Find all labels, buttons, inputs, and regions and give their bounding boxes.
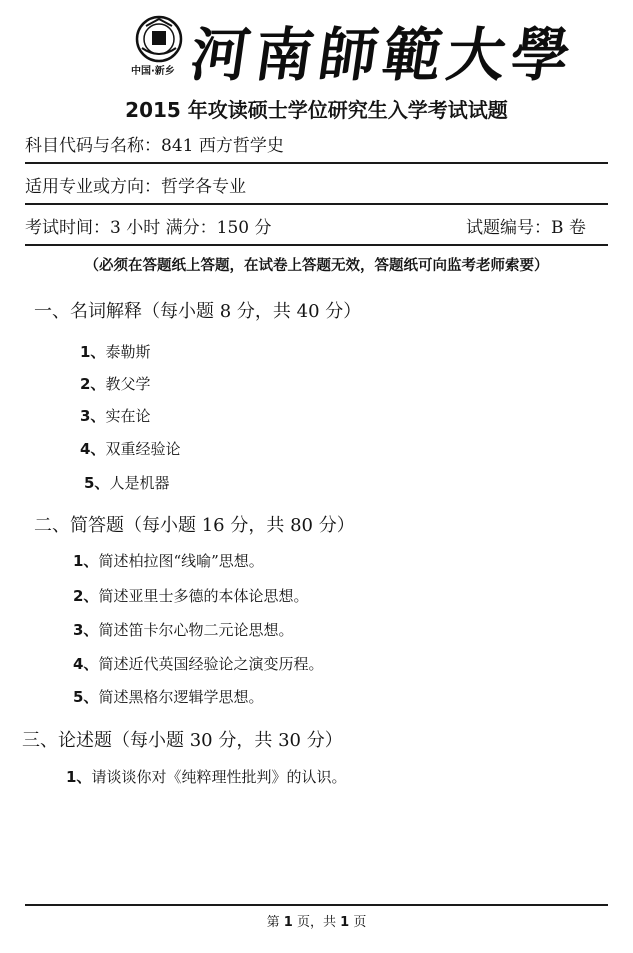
section-title: 一、名词解释（每小题 8 分，共 40 分） <box>34 301 362 322</box>
divider <box>25 162 608 164</box>
page-number <box>0 911 633 930</box>
item-number: 3、 <box>80 407 106 425</box>
answer-notice: （必须在答题纸上答题，在试卷上答题无效，答题纸可向监考老师索要） <box>84 258 549 274</box>
list-item <box>84 472 169 493</box>
exam-time-line: 考试时间：3 小时 满分：150 分 <box>25 218 272 238</box>
total-pages: 1 <box>340 915 350 930</box>
list-item <box>73 585 308 606</box>
item-number: 1、 <box>80 343 106 361</box>
list-item <box>73 619 293 640</box>
item-number: 4、 <box>73 655 99 673</box>
item-text: 教父学 <box>105 375 151 393</box>
list-item <box>73 550 264 571</box>
major-line: 适用专业或方向：哲学各专业 <box>25 177 246 197</box>
logo-caption: 中国·新乡 <box>131 66 175 77</box>
university-name: 河南師範大學 <box>186 21 581 89</box>
section-title: 二、简答题（每小题 16 分，共 80 分） <box>34 515 355 536</box>
item-number: 5、 <box>84 474 110 492</box>
item-text: 简述笛卡尔心物二元论思想。 <box>98 621 294 639</box>
item-text: 实在论 <box>105 407 151 425</box>
current-page: 1 <box>283 915 293 930</box>
item-text: 泰勒斯 <box>105 343 151 361</box>
exam-title: 2015 年攻读硕士学位研究生入学考试试题 <box>125 98 508 122</box>
item-text: 简述黑格尔逻辑学思想。 <box>98 688 264 706</box>
item-text: 双重经验论 <box>105 440 181 458</box>
list-item <box>73 686 263 707</box>
divider <box>25 203 608 205</box>
item-number: 1、 <box>66 768 92 786</box>
item-text: 简述柏拉图“线喻”思想。 <box>98 552 264 570</box>
item-text: 简述亚里士多德的本体论思想。 <box>98 587 309 605</box>
item-text: 人是机器 <box>109 474 170 492</box>
item-text: 简述近代英国经验论之演变历程。 <box>98 655 324 673</box>
paper-code: 试题编号：B 卷 <box>466 218 586 238</box>
item-number: 3、 <box>73 621 99 639</box>
footer-suffix: 页 <box>353 915 367 930</box>
item-number: 4、 <box>80 440 106 458</box>
item-number: 5、 <box>73 688 99 706</box>
list-item <box>80 405 150 426</box>
item-number: 2、 <box>73 587 99 605</box>
divider <box>25 244 608 246</box>
item-text: 请谈谈你对《纯粹理性批判》的认识。 <box>91 768 347 786</box>
list-item <box>80 373 150 394</box>
item-number: 1、 <box>73 552 99 570</box>
section-title: 三、论述题（每小题 30 分，共 30 分） <box>22 730 343 751</box>
list-item <box>66 766 346 787</box>
footer-mid: 页，共 <box>296 915 336 930</box>
subject-code-line: 科目代码与名称：841 西方哲学史 <box>25 136 284 156</box>
footer-divider <box>25 904 608 906</box>
list-item <box>80 341 150 362</box>
item-number: 2、 <box>80 375 106 393</box>
footer-prefix: 第 <box>266 915 280 930</box>
list-item <box>80 438 180 459</box>
list-item <box>73 653 323 674</box>
